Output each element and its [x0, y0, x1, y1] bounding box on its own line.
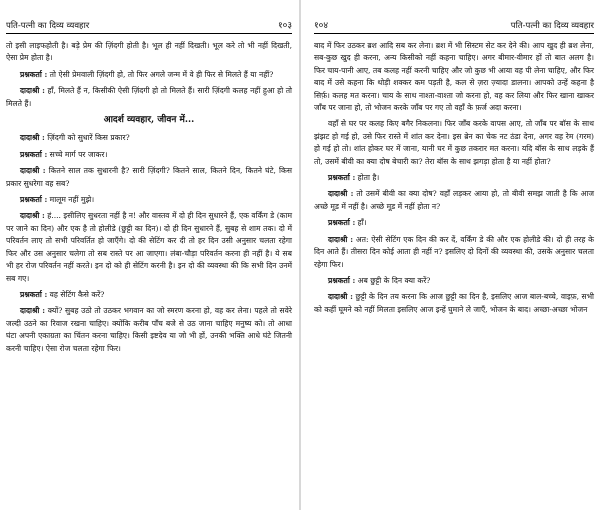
speech-text: तो ऐसी प्रेमवाली ज़िंदगी हो, तो फिर अगले जन्म में वे ही फिर से मिलते हैं या नहीं? [47, 69, 274, 79]
left-page-number: १०३ [277, 21, 292, 31]
speech-text: अब छुट्टी के दिन क्या करें? [355, 275, 431, 285]
dialogue-paragraph [6, 305, 292, 355]
right-page-body [314, 40, 594, 316]
speech-text: तो उसमें बीवी का क्या दोष? वहाँ लड़कर आया हो, तो बीवी समझ जाती है कि आज अच्छे मूड में नहीं है। अच्छे मूड में नहीं होता न? [314, 189, 594, 211]
speech-text: अत: ऐसी सेटिंग एक दिन की कर दें, वर्किंग डे की और एक होलीडे की। दो ही तरह के दिन आते हैं। तीसरा दिन कोई आता ही नहीं न? इसलिए दो दिनों की व्यवस्था की, उसके अनुसार चलता रहेगा फिर। [314, 234, 594, 269]
right-page [300, 0, 600, 510]
speech-text: क्यों? सुबह उठो तो उठकर भगवान का जो स्मरण करना हो, वह कर लेना। पहले तो सवेरे जल्दी उठने का रिवाज रखना चाहिए। क्योंकि करीब पाँच बजे से उठ जाना चाहिए मनुष्य को। तो आधा घंटा अपनी एकाग्रता का चिंतन करना चाहिए। किसी इष्टदेव या जो भी हों, उनकी भक्ति आधे घंटे जितनी करनी चाहिए। ऐसा रोज चलता रहेगा फिर। [6, 306, 292, 353]
speaker-label: प्रश्नकर्ता : [20, 69, 48, 79]
dialogue-paragraph [314, 172, 594, 184]
paragraph: वहाँ से घर पर कलह किए बगैर निकलना। फिर जाँब करके वापस आए, तो जाँब पर बॉस के साथ झंझट हो गई हो, उसे फिर रास्ते में शांत कर देना। इस ब्रेन का चेक नट ठंडा देना, अगर वह रेम (गरम) हो गई हो तो। शांत होकर घर में जाना, यानी घर में कुछ तकरार मत करना। यदि बॉस के साथ लड़के हैं तो, उसमें बीवी का क्या दोष बेचारी का? तेरा बॉस के साथ झगड़ा होता है या नहीं होता? [314, 119, 594, 166]
speaker-label: प्रश्नकर्ता : [328, 275, 356, 285]
speech-text: होता है। [355, 173, 380, 183]
right-running-title: पति-पत्नी का दिव्य व्यवहार [510, 21, 594, 31]
right-page-number: १०४ [314, 21, 329, 31]
speaker-label: दादाश्री : [20, 133, 45, 143]
right-page-header [314, 6, 594, 34]
speech-text: सच्चे मार्ग पर जाकर। [47, 149, 108, 159]
speaker-label: दादाश्री : [20, 166, 46, 176]
dialogue-paragraph [6, 149, 292, 161]
left-page-header [6, 6, 292, 34]
dialogue-paragraph [314, 234, 594, 271]
speech-text: हाँ, मिलते हैं न, किसीकी ऐसी ज़िंदगी हो तो मिलते हैं। सारी ज़िंदगी कलह नहीं हुआ हो तो मिलते हैं। [6, 86, 292, 108]
speaker-label: प्रश्नकर्ता : [20, 289, 48, 299]
speech-text: हाँ। [355, 218, 367, 228]
paragraph: बाद में फिर उठकर ब्रश आदि सब कर लेना। ब्रश में भी सिस्टम सेट कर देने की। आप खुद ही ब्रश लेना, सब-कुछ खुद ही करना, अन्य किसीको नहीं कहना चाहिए। अगर बीमार-वीमार हों तो बात अलग है। फिर चाय-पानी आए, तब कलह नहीं करनी चाहिए और जो कुछ भी आया वह पी लेना चाहिए, और फिर बाद में उसे कहना कि थोड़ी शक्कर कम पड़ती है, कल से ज़रा ज़्यादा डालना। आपको उन्हें कहना है सिर्फ़। कलह मत करना। चाय के साथ नाश्ता-वाश्ता जो करना हो, वह कर लिया और फिर खाना खाकर जाँब पर जाना हो, तो भोजन करके जाँब पर गए तो वहाँ के फ़र्ज अदा करना। [314, 41, 594, 113]
dialogue-paragraph [314, 217, 594, 229]
speaker-label: प्रश्नकर्ता : [328, 173, 356, 183]
speaker-label: दादाश्री : [328, 234, 354, 244]
dialogue-paragraph [6, 69, 292, 81]
dialogue-paragraph [6, 85, 292, 110]
paragraph: तो इसी लाइफहोती है। बड़े प्रेम की ज़िंदगी होती है। भूल ही नहीं दिखती। भूल करे तो भी नहीं दिखती, ऐसा प्रेम होता है। [6, 41, 292, 63]
speech-text: ज़िंदगी को सुधारें किस प्रकार? [44, 133, 130, 143]
speech-text: छुट्टी के दिन तय करना कि आज छुट्टी का दिन है, इसलिए आज बाल-बच्चे, वाइफ़, सभी को कहीं घूमने को नहीं मिलता इसलिए आज इन्हें घुमाने ले जाएँ, भोजन के बाद। अच्छा-अच्छा भोजन [314, 292, 594, 314]
left-running-title: पति-पत्नी का दिव्य व्यवहार [6, 21, 90, 31]
speaker-label: दादाश्री : [328, 189, 354, 199]
speech-text: मालूम नहीं मुझे। [47, 195, 95, 205]
dialogue-paragraph [6, 132, 292, 144]
dialogue-paragraph [6, 194, 292, 206]
left-page-body [6, 40, 292, 355]
speaker-label: दादाश्री : [20, 306, 46, 316]
speaker-label: प्रश्नकर्ता : [328, 218, 356, 228]
dialogue-paragraph [314, 275, 594, 287]
speaker-label: दादाश्री : [328, 292, 353, 302]
speech-text: हं.... इसीलिए सुधरता नहीं है न! और वास्तव में दो ही दिन सुधारने हैं, एक वर्किंग डे (काम पर जाने का दिन) और एक है तो होलीडे (छुट्टी का दिन)। दो ही दिन सुधारने हैं, सुबह से शाम तक। दो में परिवर्तन लाए तो सभी परिवर्तित हो जाएँगे। दो की सेटिंग कर दी तो हर दिन उसी अनुसार चलता रहेगा फिर और उस अनुसार चलेगा तो सब रास्ते पर आ जाएगा। लंबा-चौड़ा परिवर्तन करना ही नहीं है। ये सब भी हर रोज परिवर्तन नहीं करते। इन दो को ही सेटिंग करनी है। इन दो की व्यवस्था की कि सभी दिन उनमें सब गए। [6, 211, 292, 283]
dialogue-paragraph [6, 165, 292, 190]
section-heading: आदर्श व्यवहार, जीवन में... [103, 115, 195, 126]
speaker-label: प्रश्नकर्ता : [20, 149, 48, 159]
dialogue-paragraph [314, 188, 594, 213]
speech-text: वह सेटिंग कैसे करें? [47, 289, 105, 299]
dialogue-paragraph [314, 291, 594, 316]
dialogue-paragraph [6, 289, 292, 301]
dialogue-paragraph [6, 210, 292, 284]
speaker-label: प्रश्नकर्ता : [20, 195, 48, 205]
speech-text: कितने साल तक सुधारनी है? सारी ज़िंदगी? कितने साल, कितने दिन, कितने घंटे, किस प्रकार सुधरेगा वह सब? [6, 166, 292, 188]
speaker-label: दादाश्री : [20, 86, 45, 96]
speaker-label: दादाश्री : [20, 211, 45, 221]
